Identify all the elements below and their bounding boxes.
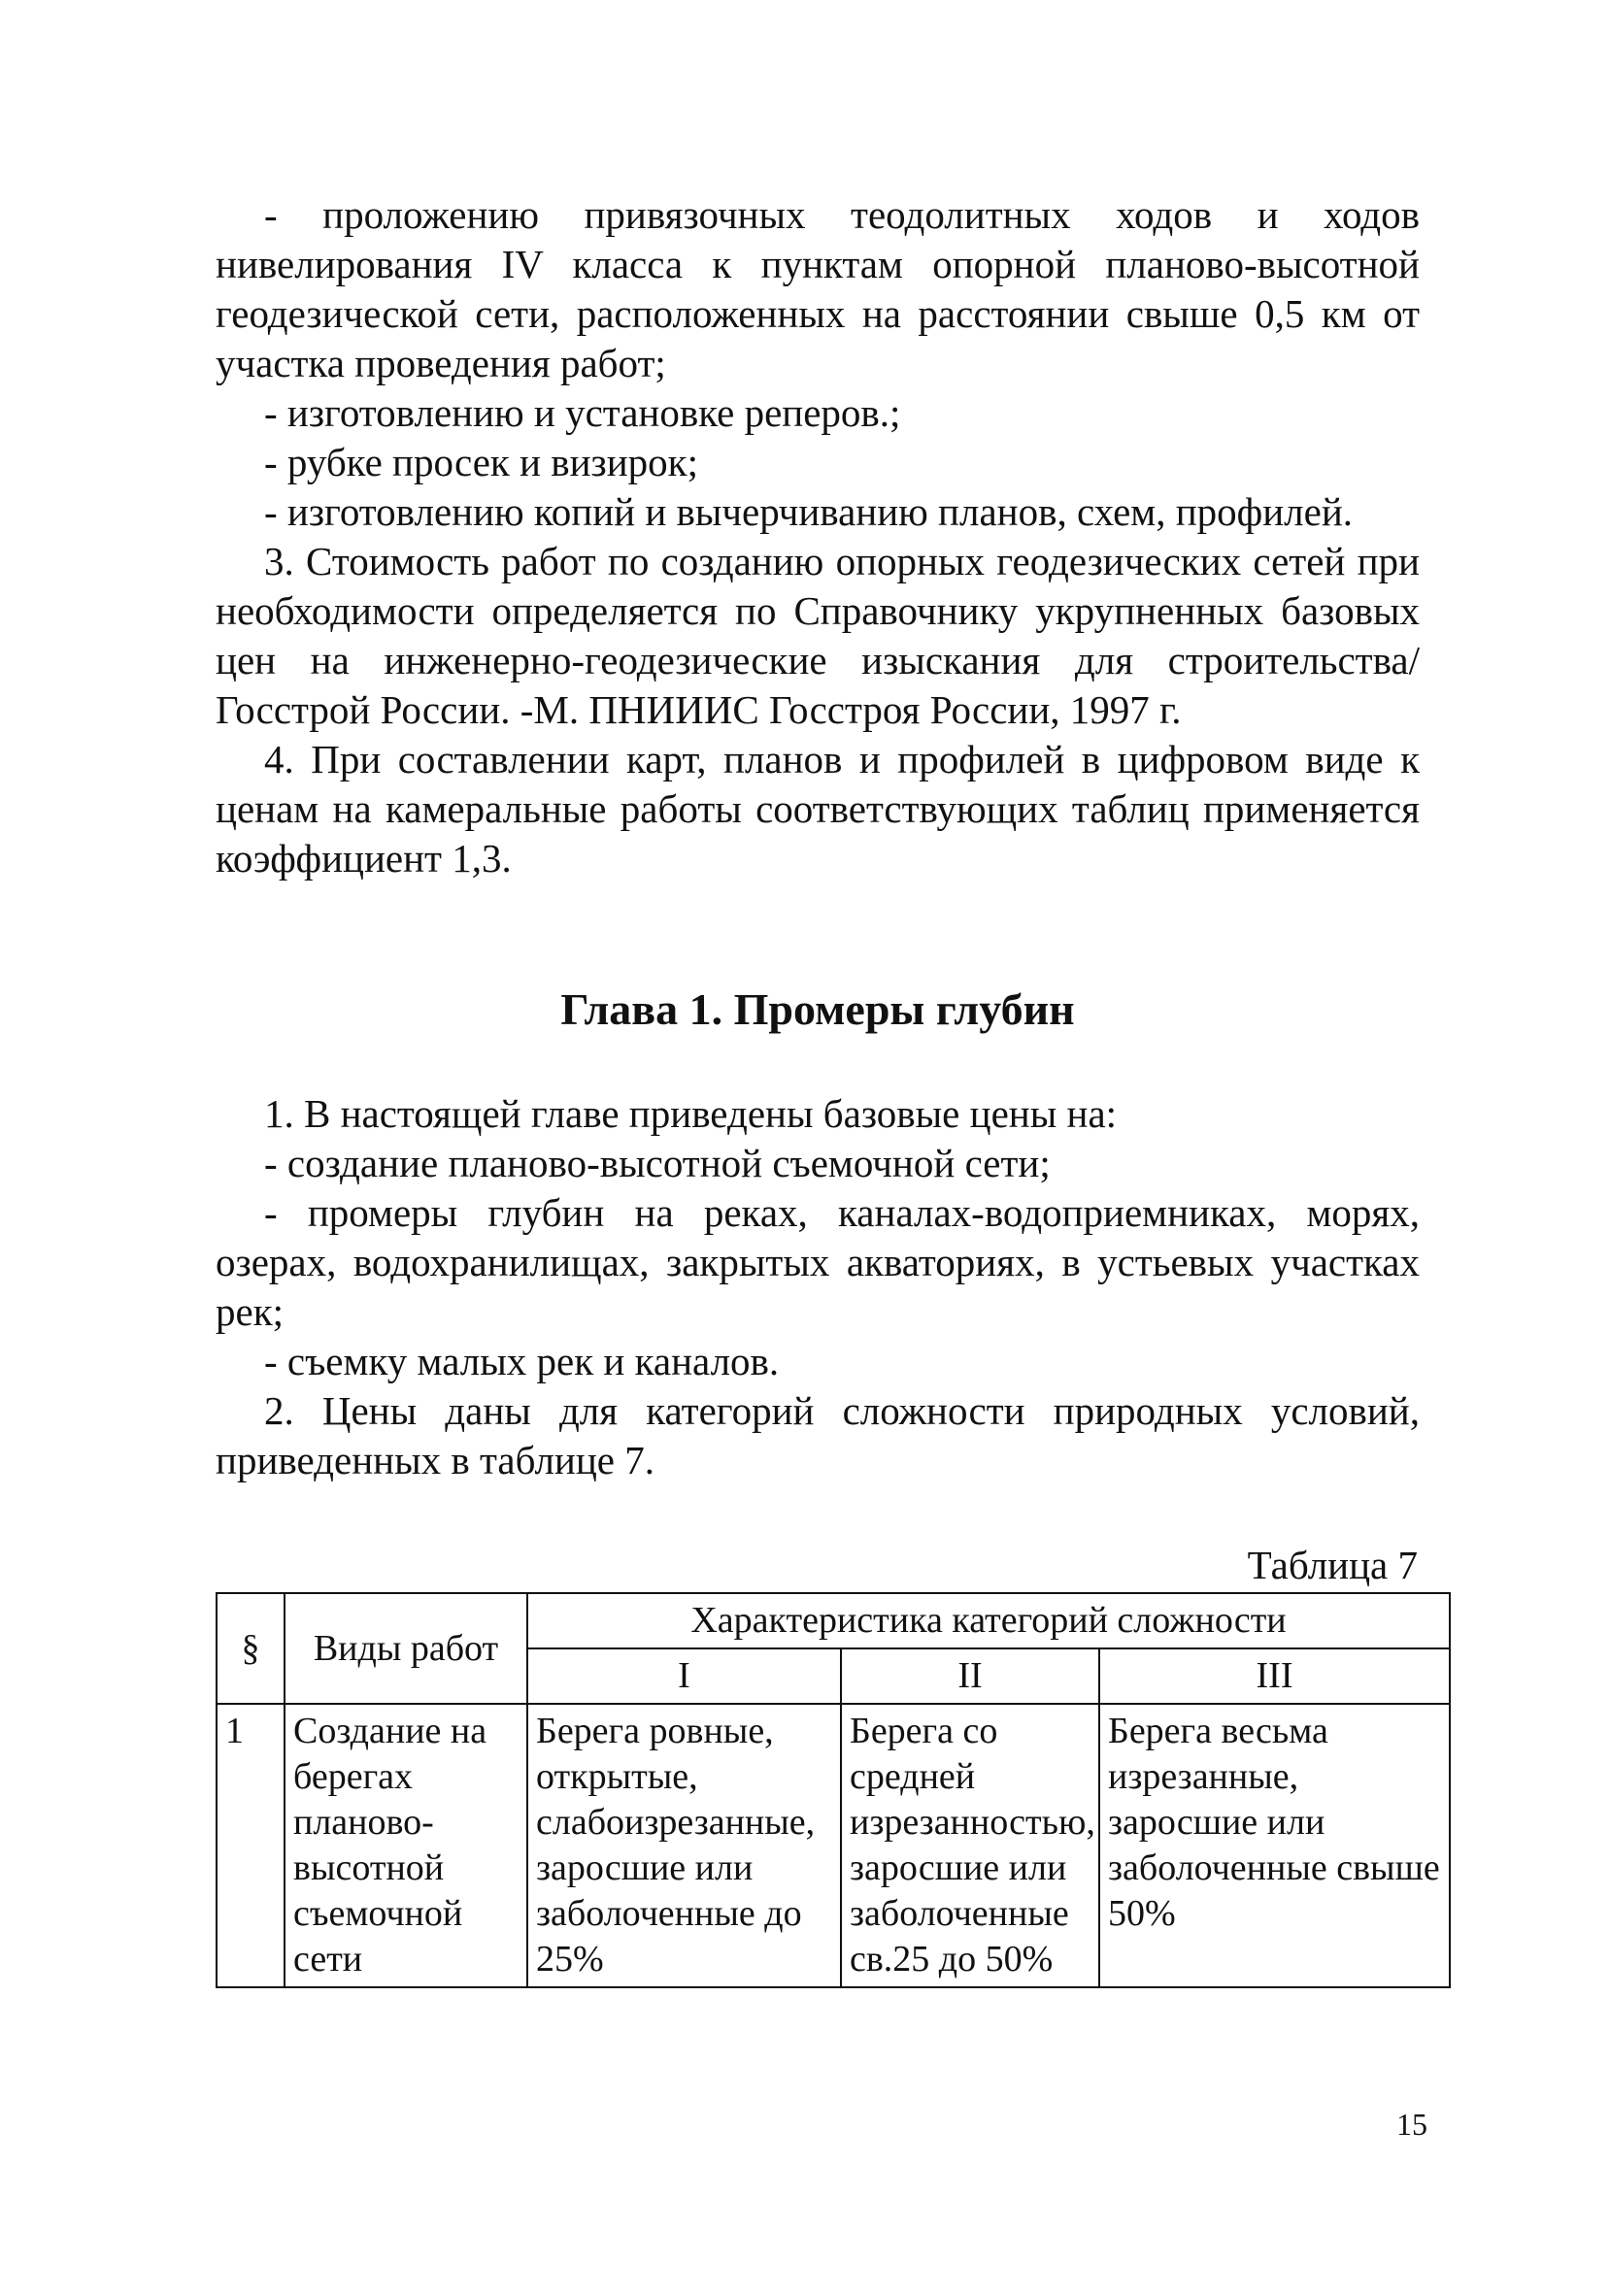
chapter-item: - промеры глубин на реках, каналах-водоприемниках, морях, озерах, водохранилищах, закрытых акваториях, в устьевых участках рек; <box>216 1190 1420 1334</box>
intro-item: - изготовлению и установке реперов.; <box>264 390 901 435</box>
intro-paragraph-4: 4. При составлении карт, планов и профилей в цифровом виде к ценам на камеральные работы соответствующих таблиц применяется коэффициент 1,3. <box>216 737 1420 881</box>
header-category: III <box>1099 1648 1450 1704</box>
cell-section: 1 <box>217 1704 285 1987</box>
intro-item: - рубке просек и визирок; <box>264 440 698 484</box>
cell-category-3: Берега весьма изрезанные, заросшие или заболоченные свыше 50% <box>1099 1704 1450 1987</box>
chapter-item: - съемку малых рек и каналов. <box>264 1339 780 1383</box>
table-header-row <box>217 1593 1450 1648</box>
cell-category-2: Берега со средней изрезанностью, заросшие или заболоченные св.25 до 50% <box>841 1704 1099 1987</box>
intro-section <box>216 190 1420 883</box>
cell-work-type: Создание на берегах планово-высотной съемочной сети <box>285 1704 527 1987</box>
header-work-type: Виды работ <box>285 1593 527 1704</box>
header-category: II <box>841 1648 1099 1704</box>
chapter-item: - создание планово-высотной съемочной сети; <box>264 1141 1051 1185</box>
chapter-paragraph-2: 2. Цены даны для категорий сложности природных условий, приведенных в таблице 7. <box>216 1388 1420 1482</box>
page-number: 15 <box>1396 2107 1427 2142</box>
chapter-section <box>216 1089 1420 1485</box>
intro-paragraph-3: 3. Стоимость работ по созданию опорных геодезических сетей при необходимости определяется по Справочнику укрупненных базовых цен на инженерно-геодезические изыскания для строительства/Госстрой России. -М. ПНИИИС Госстроя России, 1997 г. <box>216 539 1420 732</box>
intro-item: - проложению привязочных теодолитных ходов и ходов нивелирования IV класса к пунктам опорной планово-высотной геодезической сети, расположенных на расстоянии свыше 0,5 км от участка проведения работ; <box>216 192 1420 385</box>
chapter-title: Глава 1. Промеры глубин <box>560 984 1075 1034</box>
header-characteristics: Характеристика категорий сложности <box>527 1593 1450 1648</box>
chapter-paragraph-1: 1. В настоящей главе приведены базовые цены на: <box>264 1091 1118 1136</box>
header-section: § <box>217 1593 285 1704</box>
complexity-table <box>216 1592 1451 1988</box>
intro-item: - изготовлению копий и вычерчиванию планов, схем, профилей. <box>264 489 1354 534</box>
cell-category-1: Берега ровные, открытые, слабоизрезанные, заросшие или заболоченные до 25% <box>527 1704 841 1987</box>
header-category: I <box>527 1648 841 1704</box>
table-row <box>217 1704 1450 1987</box>
table-caption: Таблица 7 <box>1247 1543 1418 1587</box>
